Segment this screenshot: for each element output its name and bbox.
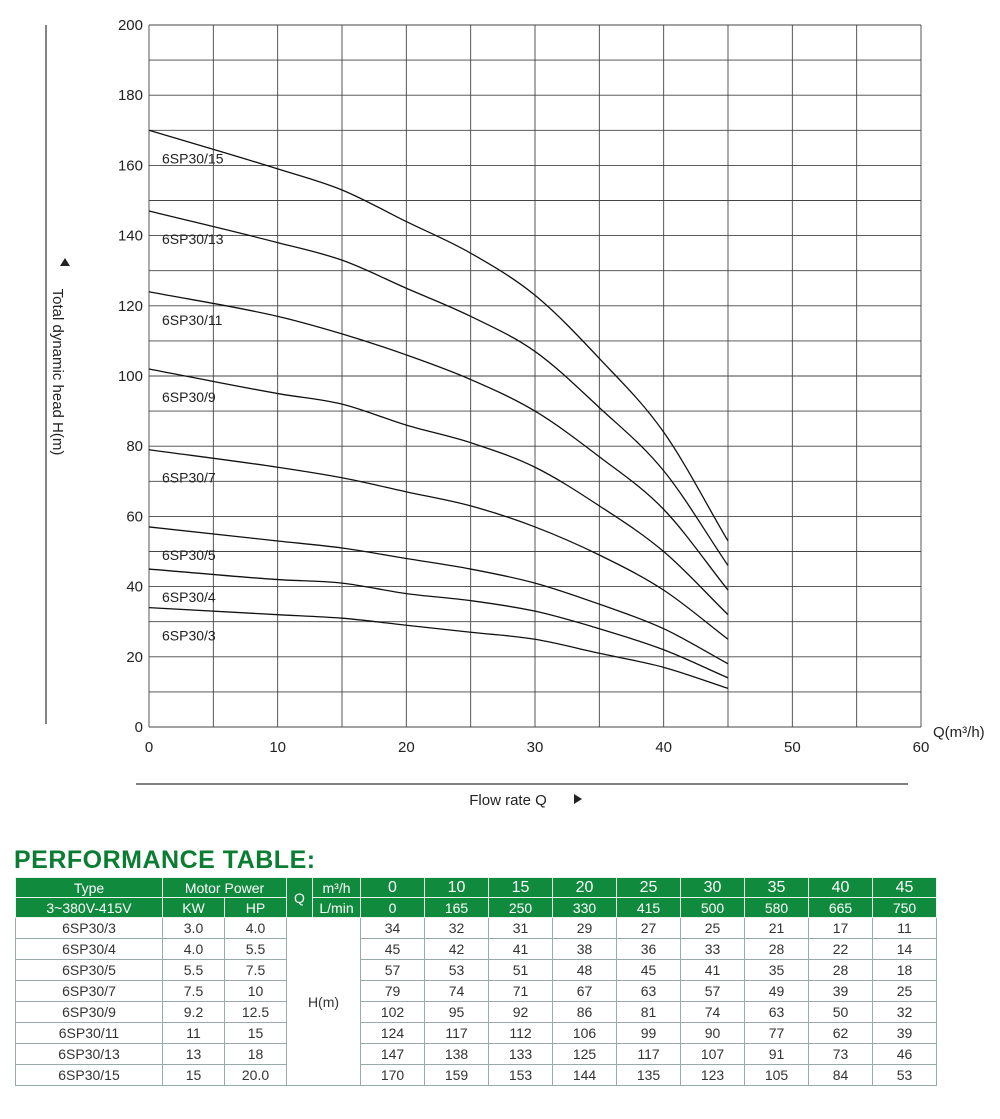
chart-grid xyxy=(149,25,921,727)
y-axis-title xyxy=(49,289,66,456)
pump-type-cell: 6SP30/5 xyxy=(16,960,163,981)
head-value-cell: 28 xyxy=(745,939,809,960)
h-label-cell: H(m) xyxy=(287,918,361,1086)
head-value-cell: 29 xyxy=(553,918,617,939)
q-lmin-value: 500 xyxy=(681,898,745,918)
head-value-cell: 90 xyxy=(681,1023,745,1044)
kw-cell: 13 xyxy=(163,1044,225,1065)
series-line xyxy=(149,211,728,566)
head-value-cell: 48 xyxy=(553,960,617,981)
head-value-cell: 67 xyxy=(553,981,617,1002)
y-tick-label: 60 xyxy=(126,508,143,526)
y-tick-label: 20 xyxy=(126,648,143,666)
kw-cell: 5.5 xyxy=(163,960,225,981)
y-tick-label: 120 xyxy=(117,297,143,315)
head-value-cell: 144 xyxy=(553,1065,617,1086)
head-value-cell: 63 xyxy=(745,1002,809,1023)
head-value-cell: 11 xyxy=(873,918,937,939)
head-value-cell: 39 xyxy=(873,1023,937,1044)
head-value-cell: 41 xyxy=(681,960,745,981)
hp-cell: 10 xyxy=(225,981,287,1002)
head-value-cell: 91 xyxy=(745,1044,809,1065)
head-value-cell: 42 xyxy=(425,939,489,960)
head-value-cell: 38 xyxy=(553,939,617,960)
type-header: Type xyxy=(16,878,163,898)
y-tick-label: 100 xyxy=(117,368,143,385)
pump-type-cell: 6SP30/9 xyxy=(16,1002,163,1023)
kw-cell: 7.5 xyxy=(163,981,225,1002)
kw-cell: 3.0 xyxy=(163,918,225,939)
y-axis-label: Total dynamic head H(m) xyxy=(49,288,66,456)
head-value-cell: 71 xyxy=(489,981,553,1002)
q-m3h-value: 40 xyxy=(809,878,873,898)
table-row xyxy=(16,960,937,981)
head-value-cell: 135 xyxy=(617,1065,681,1086)
table-row xyxy=(16,1044,937,1065)
hp-cell: 4.0 xyxy=(225,918,287,939)
series-label: 6SP30/5 xyxy=(162,546,216,563)
head-value-cell: 123 xyxy=(681,1065,745,1086)
motor-power-header: Motor Power xyxy=(163,878,287,898)
pump-type-cell: 6SP30/13 xyxy=(16,1044,163,1065)
pump-type-cell: 6SP30/3 xyxy=(16,918,163,939)
q-m3h-value: 35 xyxy=(745,878,809,898)
series-line xyxy=(149,450,728,640)
head-value-cell: 79 xyxy=(361,981,425,1002)
m3h-header: m³/h xyxy=(313,878,361,898)
kw-cell: 11 xyxy=(163,1023,225,1044)
head-value-cell: 22 xyxy=(809,939,873,960)
curve-labels xyxy=(162,150,224,643)
head-value-cell: 117 xyxy=(617,1044,681,1065)
y-tick-labels xyxy=(118,17,143,736)
q-lmin-value: 330 xyxy=(553,898,617,918)
head-value-cell: 73 xyxy=(809,1044,873,1065)
performance-table xyxy=(15,877,937,1086)
series-label: 6SP30/11 xyxy=(162,311,223,328)
head-value-cell: 107 xyxy=(681,1044,745,1065)
head-value-cell: 105 xyxy=(745,1065,809,1086)
head-value-cell: 57 xyxy=(361,960,425,981)
q-header: Q xyxy=(287,878,313,918)
y-tick-label: 200 xyxy=(117,17,143,34)
head-value-cell: 170 xyxy=(361,1065,425,1086)
head-value-cell: 99 xyxy=(617,1023,681,1044)
q-lmin-value: 165 xyxy=(425,898,489,918)
series-line xyxy=(149,292,728,590)
q-m3h-value: 45 xyxy=(873,878,937,898)
y-tick-label: 80 xyxy=(126,438,143,456)
q-m3h-value: 30 xyxy=(681,878,745,898)
head-value-cell: 63 xyxy=(617,981,681,1002)
head-value-cell: 49 xyxy=(745,981,809,1002)
head-value-cell: 159 xyxy=(425,1065,489,1086)
head-value-cell: 117 xyxy=(425,1023,489,1044)
head-value-cell: 17 xyxy=(809,918,873,939)
q-lmin-value: 415 xyxy=(617,898,681,918)
pump-type-cell: 6SP30/7 xyxy=(16,981,163,1002)
head-value-cell: 153 xyxy=(489,1065,553,1086)
q-m3h-value: 20 xyxy=(553,878,617,898)
x-axis-arrow xyxy=(574,794,582,804)
head-value-cell: 53 xyxy=(873,1065,937,1086)
x-tick-label: 40 xyxy=(655,739,673,756)
q-m3h-value: 15 xyxy=(489,878,553,898)
head-value-cell: 25 xyxy=(873,981,937,1002)
x-tick-label: 0 xyxy=(144,739,154,756)
table-row xyxy=(16,1002,937,1023)
head-value-cell: 28 xyxy=(809,960,873,981)
hp-cell: 12.5 xyxy=(225,1002,287,1023)
y-axis-arrow xyxy=(60,258,70,266)
head-value-cell: 125 xyxy=(553,1044,617,1065)
y-tick-label: 40 xyxy=(126,578,143,596)
x-axis-unit: Q(m³/h) xyxy=(933,724,985,741)
head-value-cell: 27 xyxy=(617,918,681,939)
x-tick-label: 50 xyxy=(783,739,801,756)
y-tick-label: 160 xyxy=(117,157,143,175)
head-value-cell: 92 xyxy=(489,1002,553,1023)
kw-cell: 4.0 xyxy=(163,939,225,960)
head-value-cell: 133 xyxy=(489,1044,553,1065)
pump-type-cell: 6SP30/4 xyxy=(16,939,163,960)
head-value-cell: 46 xyxy=(873,1044,937,1065)
q-m3h-value: 0 xyxy=(361,878,425,898)
q-lmin-value: 580 xyxy=(745,898,809,918)
x-tick-labels xyxy=(145,739,930,756)
series-label: 6SP30/9 xyxy=(162,388,216,405)
x-tick-label: 30 xyxy=(526,739,544,756)
head-value-cell: 81 xyxy=(617,1002,681,1023)
head-value-cell: 34 xyxy=(361,918,425,939)
series-line xyxy=(149,130,728,541)
head-value-cell: 77 xyxy=(745,1023,809,1044)
hp-cell: 5.5 xyxy=(225,939,287,960)
lmin-header: L/min xyxy=(313,898,361,918)
table-row xyxy=(16,939,937,960)
head-value-cell: 74 xyxy=(681,1002,745,1023)
table-row xyxy=(16,981,937,1002)
head-value-cell: 124 xyxy=(361,1023,425,1044)
hp-header: HP xyxy=(225,898,287,918)
head-value-cell: 62 xyxy=(809,1023,873,1044)
head-value-cell: 53 xyxy=(425,960,489,981)
y-tick-label: 0 xyxy=(134,719,143,736)
head-value-cell: 112 xyxy=(489,1023,553,1044)
y-tick-label: 180 xyxy=(117,87,143,105)
x-axis-label: Flow rate Q xyxy=(469,792,547,809)
head-value-cell: 14 xyxy=(873,939,937,960)
head-value-cell: 45 xyxy=(361,939,425,960)
performance-table-title: PERFORMANCE TABLE: xyxy=(14,846,316,874)
q-m3h-value: 10 xyxy=(425,878,489,898)
head-value-cell: 36 xyxy=(617,939,681,960)
series-line xyxy=(149,527,728,664)
q-lmin-value: 250 xyxy=(489,898,553,918)
x-tick-label: 60 xyxy=(912,739,930,756)
header-row-1 xyxy=(16,878,937,898)
hp-cell: 7.5 xyxy=(225,960,287,981)
head-value-cell: 33 xyxy=(681,939,745,960)
hp-cell: 15 xyxy=(225,1023,287,1044)
head-value-cell: 106 xyxy=(553,1023,617,1044)
head-value-cell: 84 xyxy=(809,1065,873,1086)
head-value-cell: 138 xyxy=(425,1044,489,1065)
table-row xyxy=(16,918,937,939)
q-lmin-value: 0 xyxy=(361,898,425,918)
y-tick-label: 140 xyxy=(117,227,143,245)
table-row xyxy=(16,1065,937,1086)
head-value-cell: 32 xyxy=(873,1002,937,1023)
x-tick-label: 10 xyxy=(269,739,287,756)
q-lmin-value: 665 xyxy=(809,898,873,918)
head-value-cell: 57 xyxy=(681,981,745,1002)
series-label: 6SP30/13 xyxy=(162,231,224,248)
head-value-cell: 41 xyxy=(489,939,553,960)
series-label: 6SP30/7 xyxy=(162,469,216,486)
series-label: 6SP30/3 xyxy=(162,627,216,644)
head-value-cell: 39 xyxy=(809,981,873,1002)
head-value-cell: 74 xyxy=(425,981,489,1002)
head-value-cell: 95 xyxy=(425,1002,489,1023)
head-value-cell: 32 xyxy=(425,918,489,939)
q-m3h-value: 25 xyxy=(617,878,681,898)
head-value-cell: 31 xyxy=(489,918,553,939)
voltage-header: 3~380V-415V xyxy=(16,898,163,918)
head-value-cell: 147 xyxy=(361,1044,425,1065)
head-value-cell: 51 xyxy=(489,960,553,981)
head-value-cell: 45 xyxy=(617,960,681,981)
kw-cell: 15 xyxy=(163,1065,225,1086)
pump-type-cell: 6SP30/11 xyxy=(16,1023,163,1044)
pump-curves xyxy=(149,130,728,688)
head-value-cell: 50 xyxy=(809,1002,873,1023)
head-value-cell: 102 xyxy=(361,1002,425,1023)
header-row-2 xyxy=(16,898,937,918)
head-value-cell: 86 xyxy=(553,1002,617,1023)
series-label: 6SP30/15 xyxy=(162,150,224,167)
head-value-cell: 25 xyxy=(681,918,745,939)
table-row xyxy=(16,1023,937,1044)
q-lmin-value: 750 xyxy=(873,898,937,918)
series-label: 6SP30/4 xyxy=(162,589,216,606)
hp-cell: 18 xyxy=(225,1044,287,1065)
head-value-cell: 35 xyxy=(745,960,809,981)
kw-header: KW xyxy=(163,898,225,918)
head-value-cell: 21 xyxy=(745,918,809,939)
x-tick-label: 20 xyxy=(397,739,415,756)
kw-cell: 9.2 xyxy=(163,1002,225,1023)
pump-type-cell: 6SP30/15 xyxy=(16,1065,163,1086)
hp-cell: 20.0 xyxy=(225,1065,287,1086)
series-line xyxy=(149,369,728,615)
head-value-cell: 18 xyxy=(873,960,937,981)
